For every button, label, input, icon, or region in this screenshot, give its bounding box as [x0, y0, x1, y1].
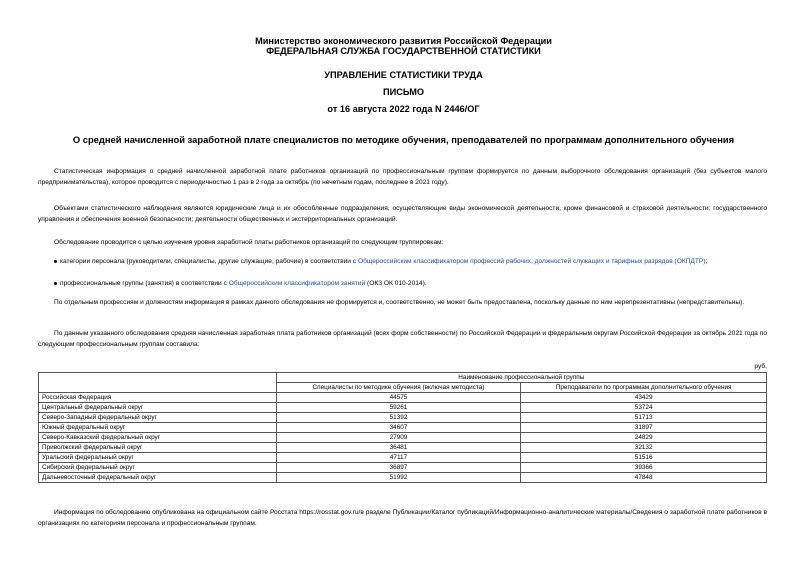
value-cell: 51392	[276, 413, 521, 423]
value-cell: 51713	[521, 413, 767, 423]
value-cell: 36897	[276, 463, 521, 473]
currency-unit: руб.	[754, 363, 767, 370]
value-cell: 39366	[521, 463, 767, 473]
salary-table	[38, 372, 767, 483]
paragraph-1: Статистическая информация о средней начисленной заработной плате работников организаций по профессиональным группам формируется по данным выборочного обследования организаций (без субъектов малого предпринимательства), которое проводится с периодичностью 1 раз в 2 года за октябрь (по нечетным годам, последнее в 2021 году).	[38, 168, 767, 186]
bullet-item-1: категории персонала (руководители, специалисты, другие служащие, рабочие) в соответствии с Общероссийским классификатором профессий рабочих, должностей служащих и тарифных разрядов (ОКПДТР);	[54, 257, 767, 267]
ministry-name: Министерство экономического развития Российской Федерации	[255, 36, 552, 46]
value-cell: 51516	[521, 453, 767, 463]
paragraph-3: Обследование проводится с целью изучения уровня заработной платы работников организаций по следующим группировкам:	[54, 239, 444, 246]
value-cell: 27909	[276, 433, 521, 443]
paragraph-4: По отдельным профессиям и должностям информация в рамках данного обследования не формируется и, соответственно, не может быть предоставлена, поскольку данные по ним нерепрезентативны (непредставительны).	[54, 299, 745, 306]
value-cell: 24829	[521, 433, 767, 443]
value-cell: 53724	[521, 403, 767, 413]
table-row	[39, 433, 767, 443]
value-cell: 31897	[521, 423, 767, 433]
okz-link[interactable]: Общероссийским классификатором занятий	[228, 280, 366, 287]
region-header	[39, 373, 277, 393]
table-row	[39, 443, 767, 453]
region-cell: Сибирский федеральный округ	[39, 463, 277, 473]
value-cell: 32132	[521, 443, 767, 453]
value-cell: 44575	[276, 393, 521, 403]
region-cell: Центральный федеральный округ	[39, 403, 277, 413]
service-name: ФЕДЕРАЛЬНАЯ СЛУЖБА ГОСУДАРСТВЕННОЙ СТАТИСТИКИ	[266, 46, 541, 56]
value-cell: 59261	[276, 403, 521, 413]
table-row	[39, 453, 767, 463]
table-row	[39, 463, 767, 473]
region-cell: Северо-Западный федеральный округ	[39, 413, 277, 423]
table-row	[39, 393, 767, 403]
value-cell: 36481	[276, 443, 521, 453]
bullet-item-2: профессиональные группы (занятия) в соответствии с Общероссийским классификатором занятий (ОКЗ ОК 010-2014).	[54, 279, 767, 289]
document-type: ПИСЬМО	[382, 87, 425, 97]
table-row	[39, 403, 767, 413]
department-name: УПРАВЛЕНИЕ СТАТИСТИКИ ТРУДА	[324, 70, 483, 80]
table-row	[39, 413, 767, 423]
value-cell: 47117	[276, 453, 521, 463]
document-date: от 16 августа 2022 года N 2446/ОГ	[327, 104, 480, 114]
table-row	[39, 473, 767, 483]
region-cell: Российская Федерация	[39, 393, 277, 403]
value-cell: 43429	[521, 393, 767, 403]
region-cell: Северо-Кавказский федеральный округ	[39, 433, 277, 443]
paragraph-2: Объектами статистического наблюдения являются юридические лица и их обособленные подразделения, осуществляющие виды экономической деятельности, кроме финансовой и страховой деятельности; государственного управления и обеспечения военной безопасности; деятельности общественных и экстерриториальных организаций.	[38, 205, 767, 223]
group-header: Наименование профессиональной группы	[276, 373, 766, 383]
region-cell: Уральский федеральный округ	[39, 453, 277, 463]
table-header-row	[39, 373, 767, 383]
value-cell: 51992	[276, 473, 521, 483]
col1-header: Специалисты по методике обучения (включая методиста)	[276, 383, 521, 393]
paragraph-5: По данным указанного обследования средняя начисленная заработная плата работников организаций (всех форм собственности) по Российской Федерации и федеральным округам Российской Федерации за октябрь 2021 года по следующим профессиональным группам составила:	[38, 330, 767, 348]
value-cell: 47848	[521, 473, 767, 483]
region-cell: Южный федеральный округ	[39, 423, 277, 433]
okpdtr-link[interactable]: Общероссийским классификатором профессий рабочих, должностей служащих и тарифных разрядов (ОКПДТР)	[357, 258, 706, 265]
table-row	[39, 423, 767, 433]
paragraph-6: Информация по обследованию опубликована на официальном сайте Росстата https://rosstat.gov.ru/в разделе Публикации/Каталог публикаций/Информационно-аналитические материалы/Сведения о заработной плате работников в организациях по категориям персонала и профессиональным группам.	[38, 509, 767, 527]
bullet-icon	[54, 260, 57, 263]
region-cell: Приволжский федеральный округ	[39, 443, 277, 453]
value-cell: 34607	[276, 423, 521, 433]
document-title: О средней начисленной заработной плате специалистов по методике обучения, преподавателей по программам дополнительного обучения	[72, 134, 735, 145]
col2-header: Преподаватели по программам дополнительного обучения	[521, 383, 767, 393]
bullet-icon	[54, 282, 57, 285]
region-cell: Дальневосточный федеральный округ	[39, 473, 277, 483]
